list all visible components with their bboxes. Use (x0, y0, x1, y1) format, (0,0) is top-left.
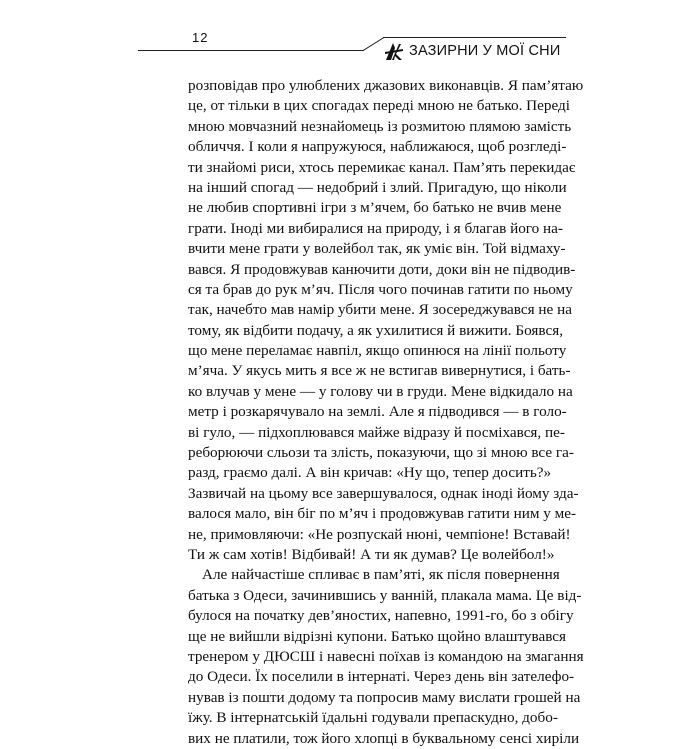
text-line: ві гуло, — підхоплювався майже відразу й посміхався, пе- (188, 423, 565, 441)
text-line: Зазвичай на цьому все завершувалося, однак іноді йому зда- (188, 484, 579, 502)
text-line: вався. Я продовжував канючити доти, доки він не підводив- (188, 260, 576, 278)
text-line: м’яча. У якусь мить я все ж не встигав вивернутися, і бать- (188, 362, 571, 380)
text-line: що мене переламає навпіл, якщо опинюся на лінії польоту (188, 342, 567, 360)
text-line: вчити мене грати у волейбол так, як уміє він. Той відмаху- (188, 240, 566, 258)
text-line: тому, як відбити подачу, а як ухилитися й вижити. Боявся, (188, 321, 563, 339)
body-text (188, 76, 584, 749)
text-line: ти знайомі риси, хтось перемикає канал. Пам’ять перекидає (188, 158, 576, 176)
text-line: мною мовчазний незнайомець із розмитою плямою замість (188, 117, 572, 135)
header-rule-right (383, 37, 566, 38)
page-number: 12 (192, 30, 209, 45)
text-line: нував із пошти додому та попросив маму вислати грошей на (188, 688, 581, 706)
text-line: вих не платили, тож його хлопці в буквальному сенсі хиріли (188, 729, 580, 747)
book-title: ЗАЗИРНИ У МОЇ СНИ (409, 43, 561, 59)
text-line: розповідав про улюблених джазових виконавців. Я пам’ятаю (188, 77, 584, 94)
text-line: так, начебто мав намір убити мене. Я зосереджувався не на (188, 301, 572, 319)
text-line: булося на початку дев’яностих, напевно, 1991-го, бо з обігу (188, 607, 574, 625)
text-line: ще не вийшли відрізні купони. Батько щойно влаштувався (188, 627, 567, 645)
text-line: батька з Одеси, зачинившись у ванній, плакала мама. Це від- (188, 586, 582, 604)
text-line: не, примовляючи: «Не розпускай нюні, чемпіоне! Вставай! (188, 525, 571, 543)
text-line: на інший спогад — недобрий і злий. Пригадую, що ніколи (188, 178, 567, 196)
header-rule-left (138, 50, 364, 51)
text-line: грати. Іноді ми вибиралися на природу, і я благав його на- (188, 219, 563, 237)
text-line: Але найчастіше спливає в пам’яті, як після повернення (202, 566, 560, 584)
text-line: це, от тільки в цих спогадах переді мною не батько. Переді (188, 97, 570, 115)
text-line: валося мало, він біг по м’яч і продовжував гатити ним у ме- (188, 505, 577, 523)
text-line: Ти ж сам хотів! Відбивай! А ти як думав? Це волейбол!» (188, 545, 555, 563)
text-line: ся та брав до рук м’яч. Після чого починав гатити по ньому (188, 280, 573, 298)
running-header (0, 0, 700, 70)
text-line: обличчя. І коли я напружуюся, наближаюся, щоб розгледі- (188, 138, 567, 156)
text-line: тренером у ДЮСШ і навесні поїхав із командою на змагання (188, 647, 584, 665)
text-line: разд, граємо далі. А він кричав: «Ну що, тепер досить?» (188, 464, 552, 482)
text-line: до Одеси. Їх поселили в інтернаті. Через день він зателефо- (188, 668, 575, 686)
text-line: реборюючи сльози та злість, показуючи, що зі мною все га- (188, 444, 574, 462)
text-line: не любив спортивні ігри з м’ячем, бо батько не вчив мене (188, 199, 562, 217)
header-rule-diagonal (363, 37, 384, 51)
text-line: їжу. В інтернатській їдальні годували препаскудно, добо- (188, 709, 558, 727)
text-line: метр і розкарячувало на землі. Але я підводився — в голо- (188, 403, 567, 421)
stylized-logo-icon (384, 40, 404, 62)
text-line: ко влучав у мене — у голову чи в груди. Мене відкидало на (188, 382, 573, 400)
